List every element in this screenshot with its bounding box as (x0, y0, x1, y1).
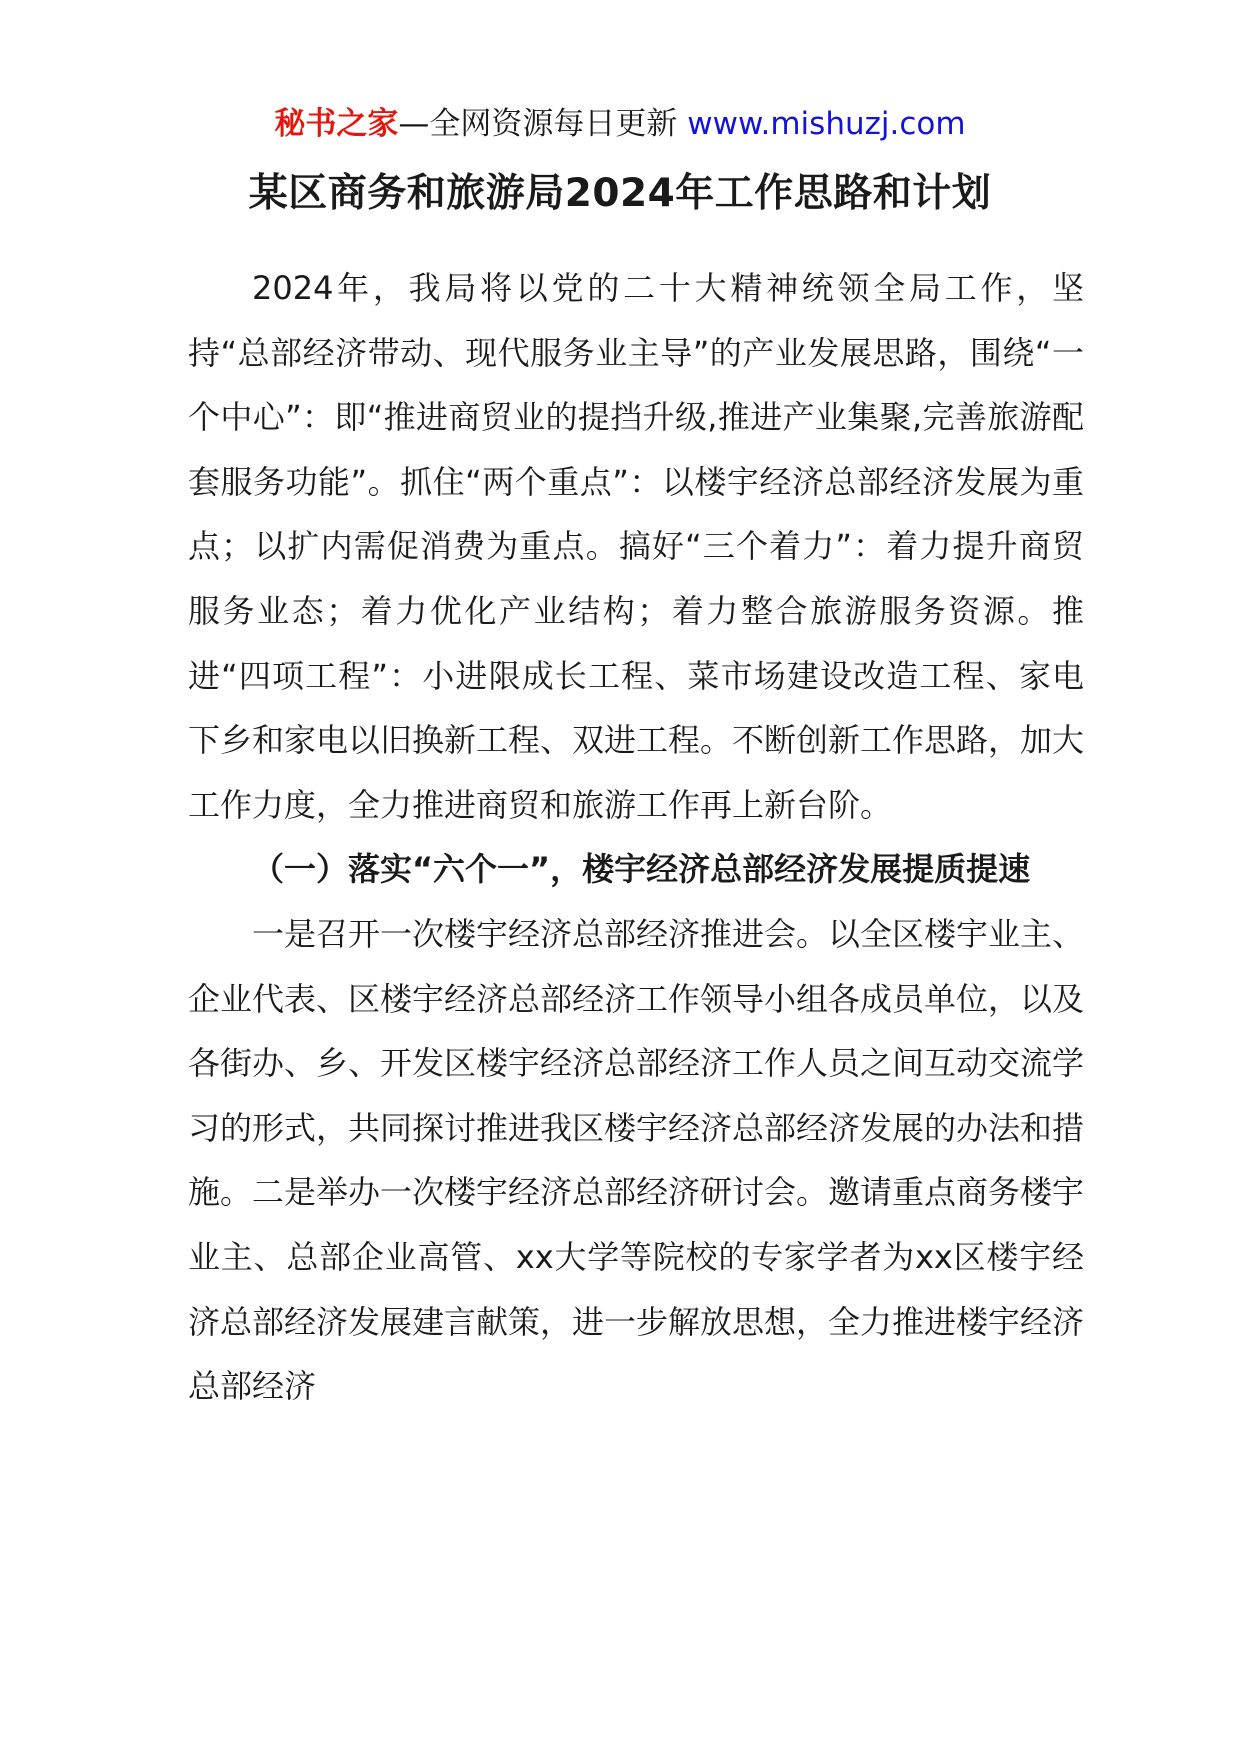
site-header (0, 100, 1240, 148)
site-brand: 秘书之家 (274, 106, 399, 142)
site-url[interactable]: www.mishuzj.com (687, 106, 966, 142)
section-1-paragraph: 一是召开一次楼宇经济总部经济推进会。以全区楼宇业主、企业代表、区楼宇经济总部经济工作领导小组各成员单位，以及各街办、乡、开发区楼宇经济总部经济工作人员之间互动交流学习的形式，共同探讨推进我区楼宇经济总部经济发展的办法和措施。二是举办一次楼宇经济总部经济研讨会。邀请重点商务楼宇业主、总部企业高管、xx大学等院校的专家学者为xx区楼宇经济总部经济发展建言献策，进一步解放思想，全力推进楼宇经济总部经济 (188, 914, 1085, 1406)
section-heading-1: （一）落实“六个一”，楼宇经济总部经济发展提质提速 (252, 850, 1031, 889)
document-body (188, 256, 1084, 1419)
document-title: 某区商务和旅游局2024年工作思路和计划 (248, 171, 992, 216)
intro-paragraph: 2024年，我局将以党的二十大精神统领全局工作，坚持“总部经济带动、现代服务业主导”的产业发展思路，围绕“一个中心”：即“推进商贸业的提挡升级,推进产业集聚,完善旅游配套服务功能”。抓住“两个重点”：以楼宇经济总部经济发展为重点；以扩内需促消费为重点。搞好“三个着力”：着力提升商贸服务业态；着力优化产业结构；着力整合旅游服务资源。推进“四项工程”：小进限成长工程、菜市场建设改造工程、家电下乡和家电以旧换新工程、双进工程。不断创新工作思路，加大工作力度，全力推进商贸和旅游工作再上新台阶。 (188, 269, 1085, 824)
site-slogan: —全网资源每日更新 (398, 106, 678, 142)
